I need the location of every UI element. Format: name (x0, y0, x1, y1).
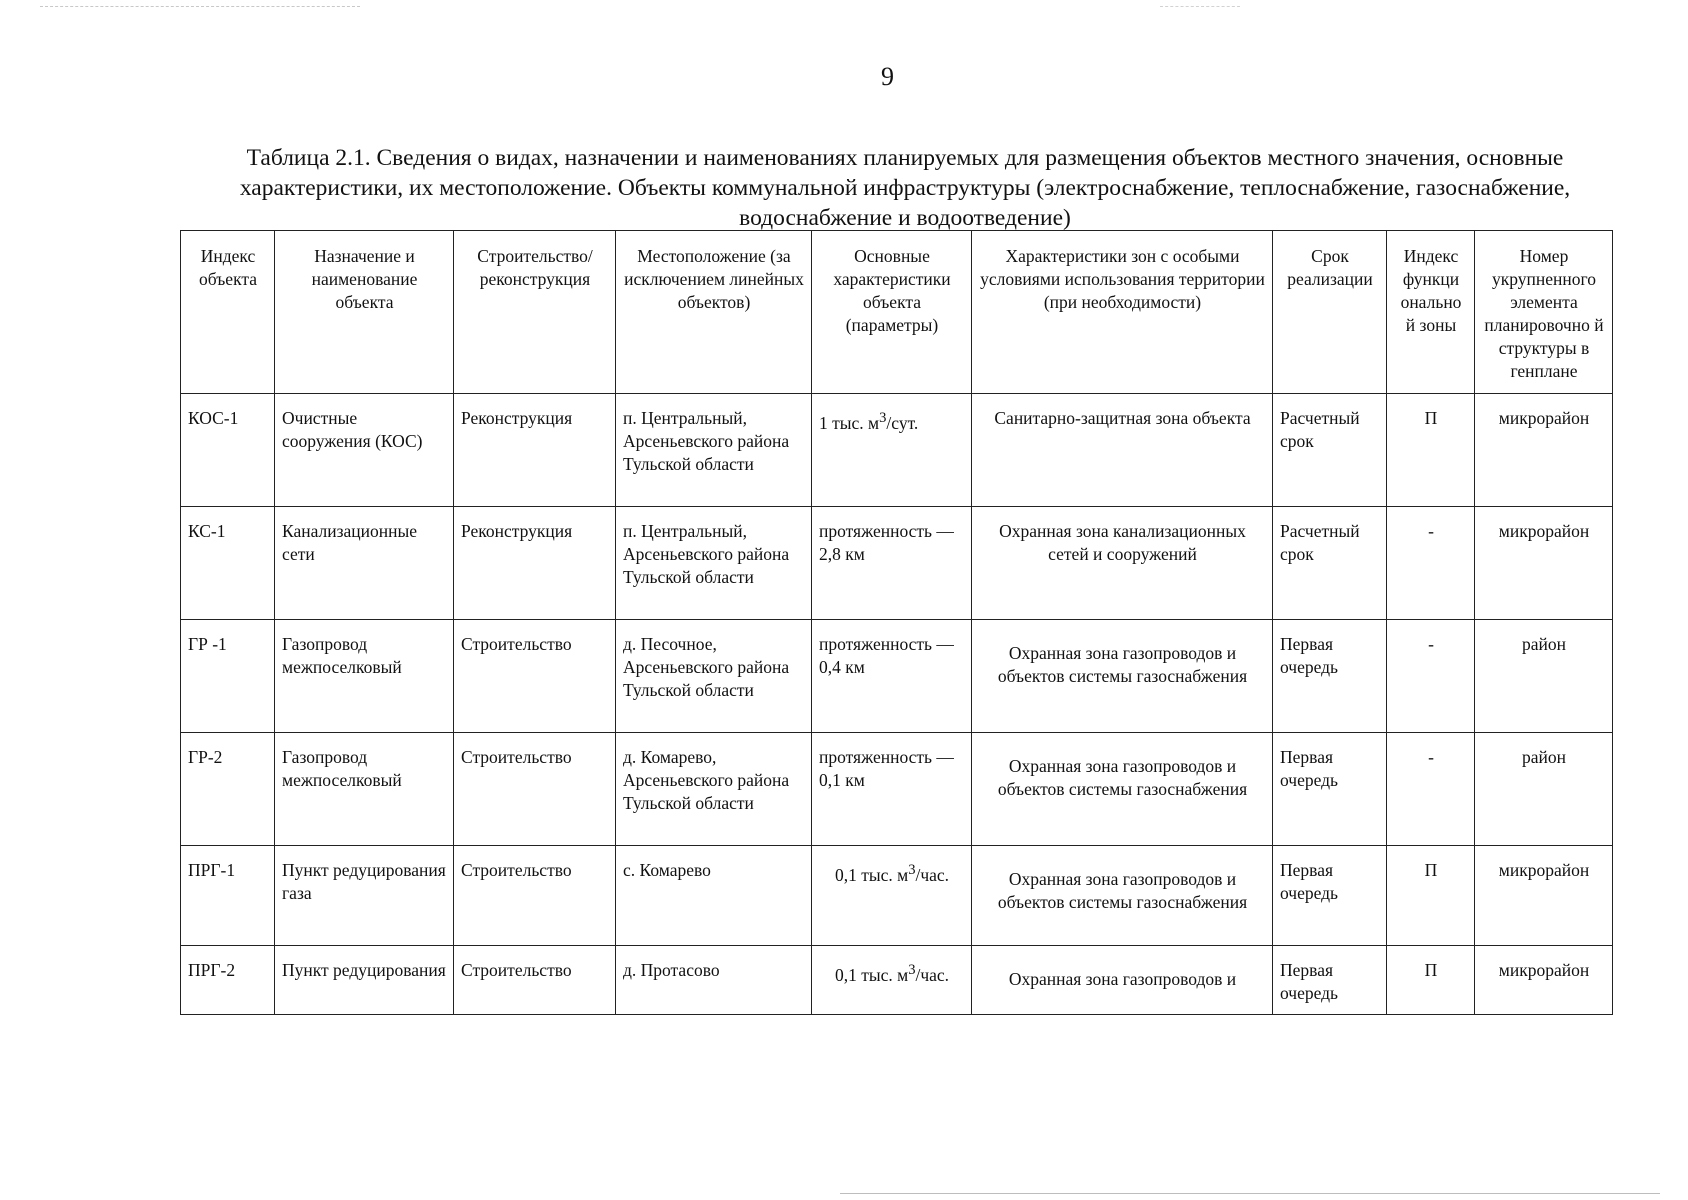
cell-func-index: П (1387, 846, 1475, 946)
cell-params: протяженность — 0,1 км (812, 733, 972, 846)
params-suffix: /час. (915, 864, 950, 885)
column-header: Номер укрупненного элемента планировочно й структуры в генплане (1475, 231, 1613, 394)
cell-element: микрорайон (1475, 846, 1613, 946)
cell-params: протяженность — 0,4 км (812, 620, 972, 733)
objects-table (180, 230, 1613, 1015)
cell-index: ПРГ-2 (181, 946, 275, 1015)
cell-func-index: П (1387, 946, 1475, 1015)
cell-term: Первая очередь (1273, 946, 1387, 1015)
cell-name: Канализационные сети (275, 507, 454, 620)
cell-type: Реконструкция (454, 394, 616, 507)
cell-zone: Санитарно-защитная зона объекта (972, 394, 1273, 507)
table-caption: Таблица 2.1. Сведения о видах, назначении и наименованиях планируемых для размещения объектов местного значения, основные характеристики, их местоположение. Объекты коммунальной инфраструктуры (электроснабжение, теплоснабжение, газоснабжение, водоснабжение и водоотведение) (239, 145, 1571, 231)
params-prefix: 0,1 тыс. м (834, 864, 909, 885)
cell-name: Пункт редуцирования газа (275, 846, 454, 946)
cell-name: Газопровод межпоселковый (275, 620, 454, 733)
cell-zone: Охранная зона газопроводов и (972, 946, 1273, 1015)
cell-element: район (1475, 620, 1613, 733)
cell-index: ГР -1 (181, 620, 275, 733)
cell-term: Первая очередь (1273, 620, 1387, 733)
cell-zone: Охранная зона газопроводов и объектов системы газоснабжения (972, 846, 1273, 946)
table-header-row (181, 231, 1613, 394)
cell-location: п. Центральный, Арсеньевского района Тульской области (616, 507, 812, 620)
table-row (181, 846, 1613, 946)
cell-element: микрорайон (1475, 946, 1613, 1015)
column-header: Индекс объекта (181, 231, 275, 394)
column-header: Характеристики зон с особыми условиями использования территории (при необходимости) (972, 231, 1273, 394)
cell-term: Первая очередь (1273, 733, 1387, 846)
cell-index: КОС-1 (181, 394, 275, 507)
cell-params (812, 394, 972, 507)
cell-func-index: - (1387, 733, 1475, 846)
cell-func-index: П (1387, 394, 1475, 507)
cell-name: Очистные сооружения (КОС) (275, 394, 454, 507)
cell-zone: Охранная зона газопроводов и объектов системы газоснабжения (972, 733, 1273, 846)
cell-location: д. Протасово (616, 946, 812, 1015)
cell-index: ПРГ-1 (181, 846, 275, 946)
params-suffix: /час. (915, 964, 950, 985)
cell-name: Пункт редуцирования (275, 946, 454, 1015)
params-superscript: 3 (908, 962, 916, 978)
cell-params: протяженность — 2,8 км (812, 507, 972, 620)
table-row (181, 394, 1613, 507)
cell-location: п. Центральный, Арсеньевского района Тульской области (616, 394, 812, 507)
cell-func-index: - (1387, 620, 1475, 733)
cell-type: Строительство (454, 946, 616, 1015)
cell-element: район (1475, 733, 1613, 846)
scan-edge-mark (1160, 6, 1240, 7)
column-header: Срок реализации (1273, 231, 1387, 394)
column-header: Назначение и наименование объекта (275, 231, 454, 394)
cell-index: ГР-2 (181, 733, 275, 846)
params-superscript: 3 (879, 410, 887, 426)
cell-element: микрорайон (1475, 507, 1613, 620)
cell-zone: Охранная зона газопроводов и объектов системы газоснабжения (972, 620, 1273, 733)
cell-index: КС-1 (181, 507, 275, 620)
page-number: 9 (881, 62, 894, 91)
cell-type: Строительство (454, 846, 616, 946)
cell-type: Строительство (454, 620, 616, 733)
cell-location: с. Комарево (616, 846, 812, 946)
cell-zone: Охранная зона канализационных сетей и сооружений (972, 507, 1273, 620)
params-suffix: /сут. (886, 412, 919, 433)
cell-type: Строительство (454, 733, 616, 846)
table-row (181, 507, 1613, 620)
table-row (181, 620, 1613, 733)
params-prefix: 1 тыс. м (819, 412, 880, 433)
cell-type: Реконструкция (454, 507, 616, 620)
cell-term: Расчетный срок (1273, 507, 1387, 620)
params-prefix: 0,1 тыс. м (834, 964, 909, 985)
column-header: Индекс функци онально й зоны (1387, 231, 1475, 394)
cell-location: д. Песочное, Арсеньевского района Тульской области (616, 620, 812, 733)
cell-params (812, 946, 972, 1015)
cell-name: Газопровод межпоселковый (275, 733, 454, 846)
cell-term: Первая очередь (1273, 846, 1387, 946)
scan-edge-mark (40, 6, 360, 7)
column-header: Основные характеристики объекта (параметры) (812, 231, 972, 394)
cell-element: микрорайон (1475, 394, 1613, 507)
cell-term: Расчетный срок (1273, 394, 1387, 507)
column-header: Местоположение (за исключением линейных объектов) (616, 231, 812, 394)
cell-params (812, 846, 972, 946)
column-header: Строительство/ реконструкция (454, 231, 616, 394)
params-superscript: 3 (908, 862, 916, 878)
table-row (181, 946, 1613, 1015)
cell-location: д. Комарево, Арсеньевского района Тульской области (616, 733, 812, 846)
cell-func-index: - (1387, 507, 1475, 620)
table-row (181, 733, 1613, 846)
scan-edge-mark (840, 1193, 1660, 1194)
